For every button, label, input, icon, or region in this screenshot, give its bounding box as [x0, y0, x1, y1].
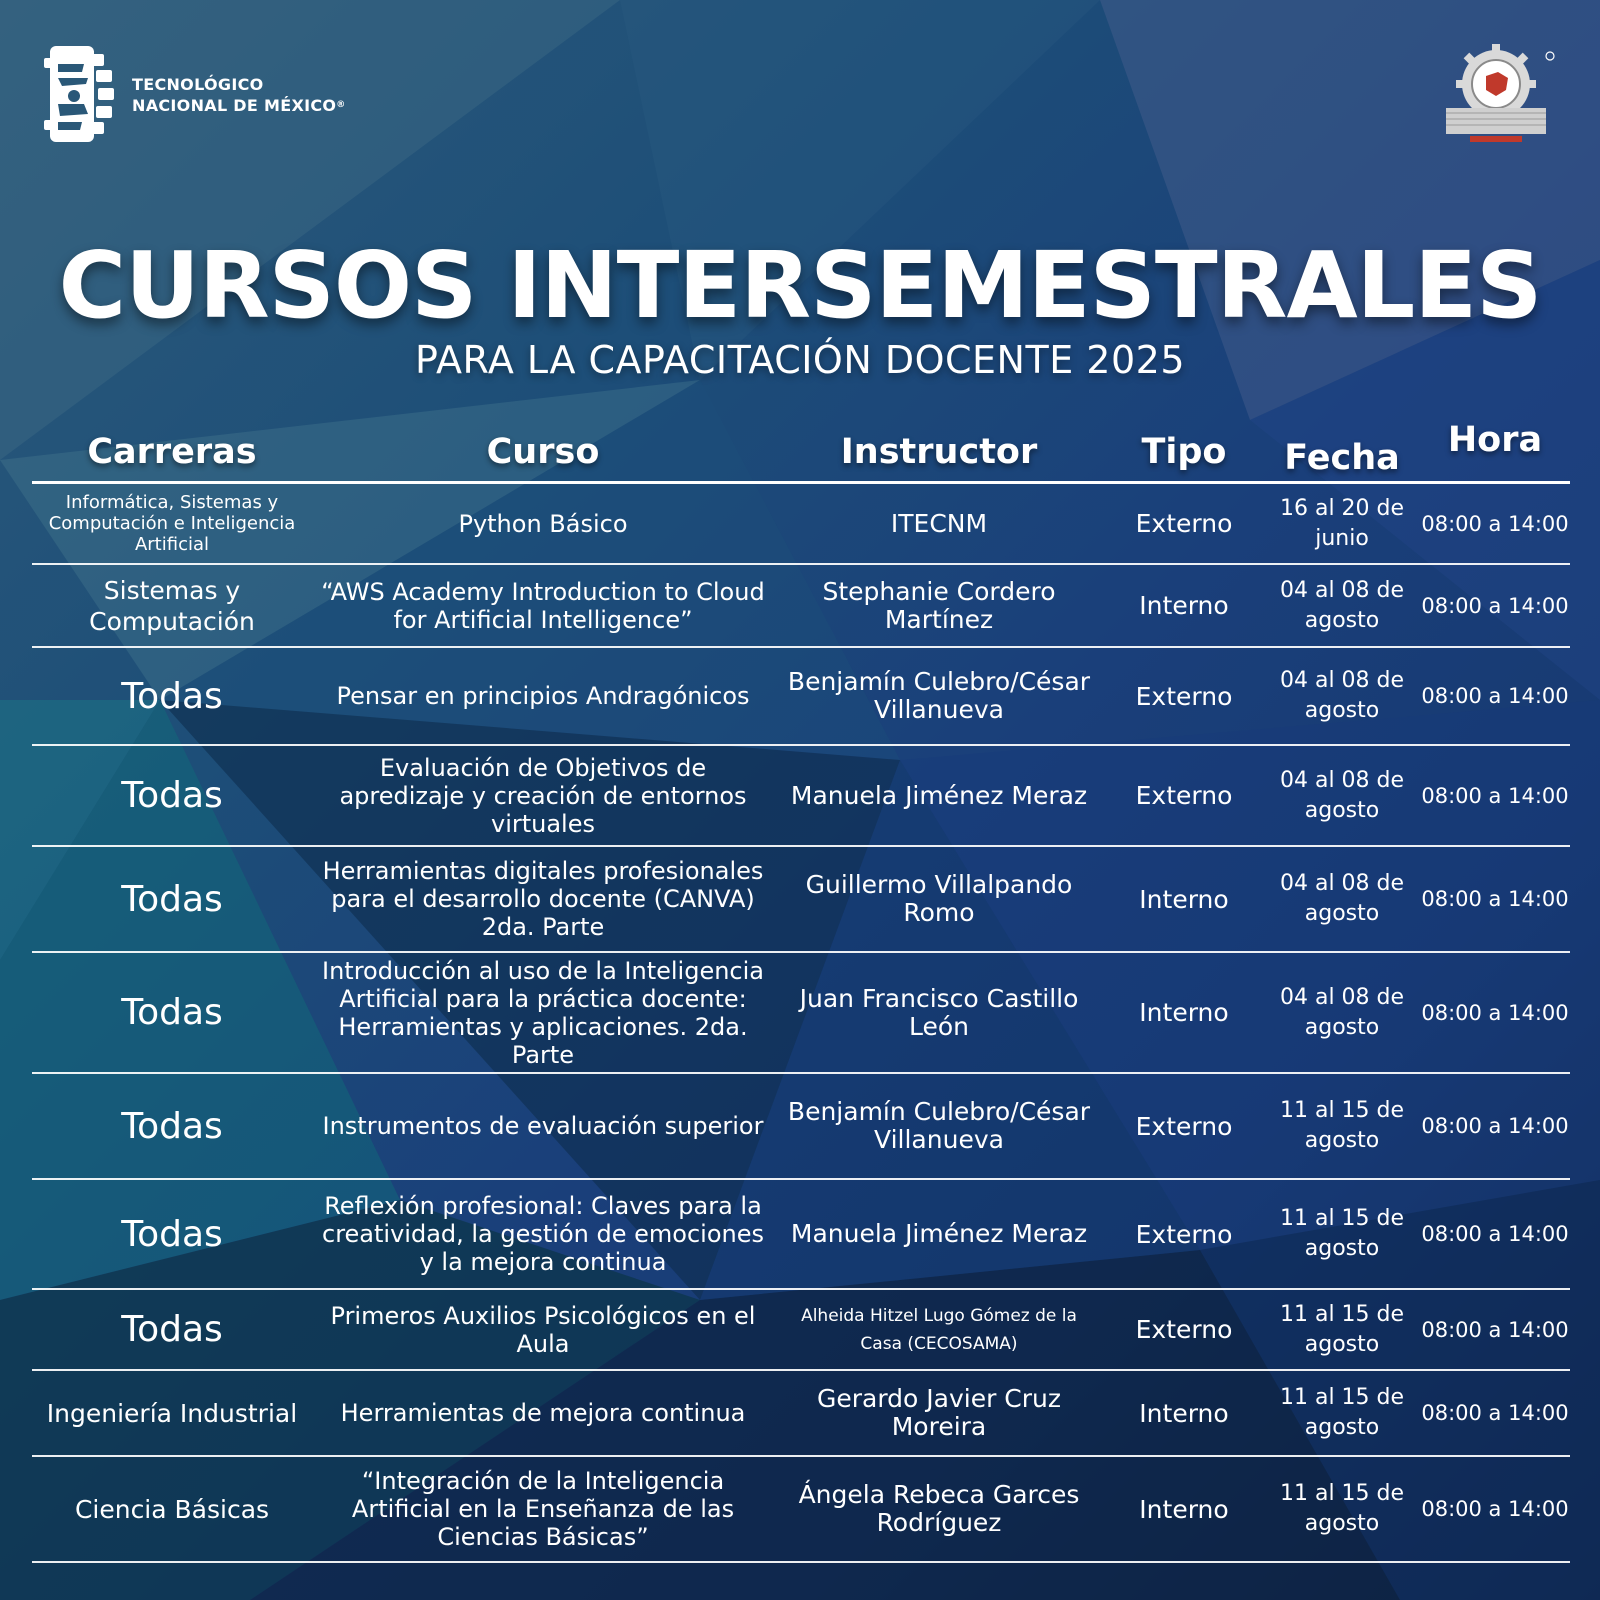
cell-tipo: Externo	[1135, 1111, 1233, 1141]
cell-tipo: Interno	[1139, 1398, 1229, 1428]
institution-line-1: TECNOLÓGICO	[132, 75, 264, 94]
cell-carreras: Todas	[121, 1105, 223, 1147]
header-hora: Hora	[1447, 420, 1543, 460]
cell-fecha: 11 al 15 de agosto	[1279, 1206, 1405, 1261]
cell-hora: 08:00 a 14:00	[1421, 1317, 1569, 1342]
cell-fecha: 04 al 08 de agosto	[1279, 577, 1405, 633]
cell-fecha: 04 al 08 de agosto	[1279, 984, 1405, 1040]
cell-hora: 08:00 a 14:00	[1421, 783, 1569, 808]
page-title: CURSOS INTERSEMESTRALES	[58, 232, 1542, 339]
table-row	[32, 1457, 1570, 1563]
cell-instructor: Guillermo Villalpando Romo	[805, 870, 1073, 927]
cell-hora: 08:00 a 14:00	[1421, 593, 1569, 618]
header-instructor: Instructor	[840, 432, 1038, 472]
schedule-table	[32, 418, 1570, 1563]
cell-curso: “AWS Academy Introduction to Cloud for Artificial Intelligence”	[321, 577, 765, 634]
table-row	[32, 847, 1570, 953]
tecnm-logo-icon	[44, 44, 116, 144]
cell-carreras: Todas	[121, 1213, 223, 1255]
cell-curso: Herramientas de mejora continua	[340, 1399, 746, 1427]
cell-tipo: Externo	[1135, 681, 1233, 711]
table-row	[32, 565, 1570, 648]
cell-carreras: Ingeniería Industrial	[46, 1398, 298, 1428]
cell-instructor: Manuela Jiménez Meraz	[790, 780, 1088, 810]
cell-carreras: Todas	[121, 775, 223, 816]
header-carreras: Carreras	[87, 432, 257, 472]
cell-carreras: Ciencia Básicas	[74, 1494, 270, 1524]
header-fecha: Fecha	[1284, 438, 1400, 478]
cell-hora: 08:00 a 14:00	[1421, 684, 1569, 708]
cell-curso: Reflexión profesional: Claves para la creatividad, la gestión de emociones y la mejora continua	[322, 1192, 764, 1276]
cell-tipo: Interno	[1139, 884, 1229, 914]
cell-fecha: 11 al 15 de agosto	[1279, 1301, 1405, 1357]
cell-instructor: Alheida Hitzel Lugo Gómez de la Casa (CECOSAMA)	[801, 1305, 1077, 1354]
cell-tipo: Interno	[1139, 591, 1229, 620]
cell-instructor: ITECNM	[890, 508, 988, 538]
table-row	[32, 648, 1570, 746]
cell-carreras: Informática, Sistemas y Computación e Inteligencia Artificial	[48, 492, 296, 555]
cell-tipo: Externo	[1135, 509, 1233, 538]
cell-curso: Primeros Auxilios Psicológicos en el Aula	[330, 1301, 756, 1358]
cell-hora: 08:00 a 14:00	[1421, 1222, 1569, 1246]
cell-fecha: 11 al 15 de agosto	[1279, 1385, 1405, 1440]
cell-carreras: Todas	[121, 992, 223, 1033]
cell-fecha: 04 al 08 de agosto	[1279, 668, 1405, 723]
registered-mark: ®	[336, 100, 346, 110]
cell-curso: Introducción al uso de la Inteligencia Artificial para la práctica docente: Herramientas y aplicaciones. 2da. Parte	[322, 956, 764, 1069]
header-tipo: Tipo	[1141, 432, 1227, 472]
cell-curso: Instrumentos de evaluación superior	[322, 1112, 764, 1140]
cell-tipo: Externo	[1135, 1315, 1233, 1344]
cell-instructor: Benjamín Culebro/César Villanueva	[787, 1097, 1091, 1154]
institution-line-2: NACIONAL DE MÉXICO	[132, 96, 337, 115]
table-row	[32, 953, 1570, 1074]
cell-hora: 08:00 a 14:00	[1421, 1000, 1569, 1025]
cell-carreras: Sistemas y Computación	[89, 575, 255, 636]
itslp-gear-logo-icon	[1442, 44, 1558, 148]
cell-curso: Python Básico	[458, 509, 628, 538]
institution-name	[132, 74, 346, 116]
table-header-row	[32, 418, 1570, 484]
cell-carreras: Todas	[121, 878, 223, 920]
cell-tipo: Externo	[1135, 1219, 1233, 1249]
cell-curso: Pensar en principios Andragónicos	[336, 682, 750, 710]
cell-tipo: Interno	[1139, 1494, 1229, 1524]
cell-hora: 08:00 a 14:00	[1421, 1114, 1569, 1138]
table-row	[32, 484, 1570, 565]
cell-tipo: Interno	[1139, 998, 1229, 1027]
table-row	[32, 1180, 1570, 1290]
cell-fecha: 04 al 08 de agosto	[1279, 871, 1405, 926]
cell-instructor: Stephanie Cordero Martínez	[822, 576, 1056, 634]
cell-curso: “Integración de la Inteligencia Artificial en la Enseñanza de las Ciencias Básicas”	[351, 1467, 735, 1551]
cell-tipo: Externo	[1135, 781, 1233, 810]
cell-fecha: 11 al 15 de agosto	[1279, 1481, 1405, 1536]
cell-carreras: Todas	[121, 1309, 223, 1350]
header-curso: Curso	[486, 432, 600, 472]
cell-hora: 08:00 a 14:00	[1421, 887, 1569, 911]
cell-fecha: 16 al 20 de junio	[1279, 495, 1405, 551]
cell-instructor: Benjamín Culebro/César Villanueva	[787, 667, 1091, 724]
cell-curso: Herramientas digitales profesionales para el desarrollo docente (CANVA) 2da. Parte	[322, 857, 764, 941]
cell-carreras: Todas	[121, 675, 223, 717]
cell-curso: Evaluación de Objetivos de apredizaje y creación de entornos virtuales	[339, 753, 747, 838]
table-row	[32, 1371, 1570, 1457]
cell-hora: 08:00 a 14:00	[1421, 1401, 1569, 1425]
table-row	[32, 746, 1570, 847]
cell-hora: 08:00 a 14:00	[1421, 1497, 1569, 1521]
cell-instructor: Juan Francisco Castillo León	[799, 983, 1079, 1041]
cell-fecha: 11 al 15 de agosto	[1279, 1098, 1405, 1153]
cell-instructor: Manuela Jiménez Meraz	[790, 1219, 1088, 1248]
cell-fecha: 04 al 08 de agosto	[1279, 767, 1405, 823]
cell-instructor: Gerardo Javier Cruz Moreira	[816, 1384, 1062, 1441]
cell-instructor: Ángela Rebeca Garces Rodríguez	[798, 1480, 1080, 1537]
cell-hora: 08:00 a 14:00	[1421, 511, 1569, 536]
page-subtitle: PARA LA CAPACITACIÓN DOCENTE 2025	[414, 338, 1185, 382]
table-row	[32, 1074, 1570, 1180]
table-row	[32, 1290, 1570, 1371]
